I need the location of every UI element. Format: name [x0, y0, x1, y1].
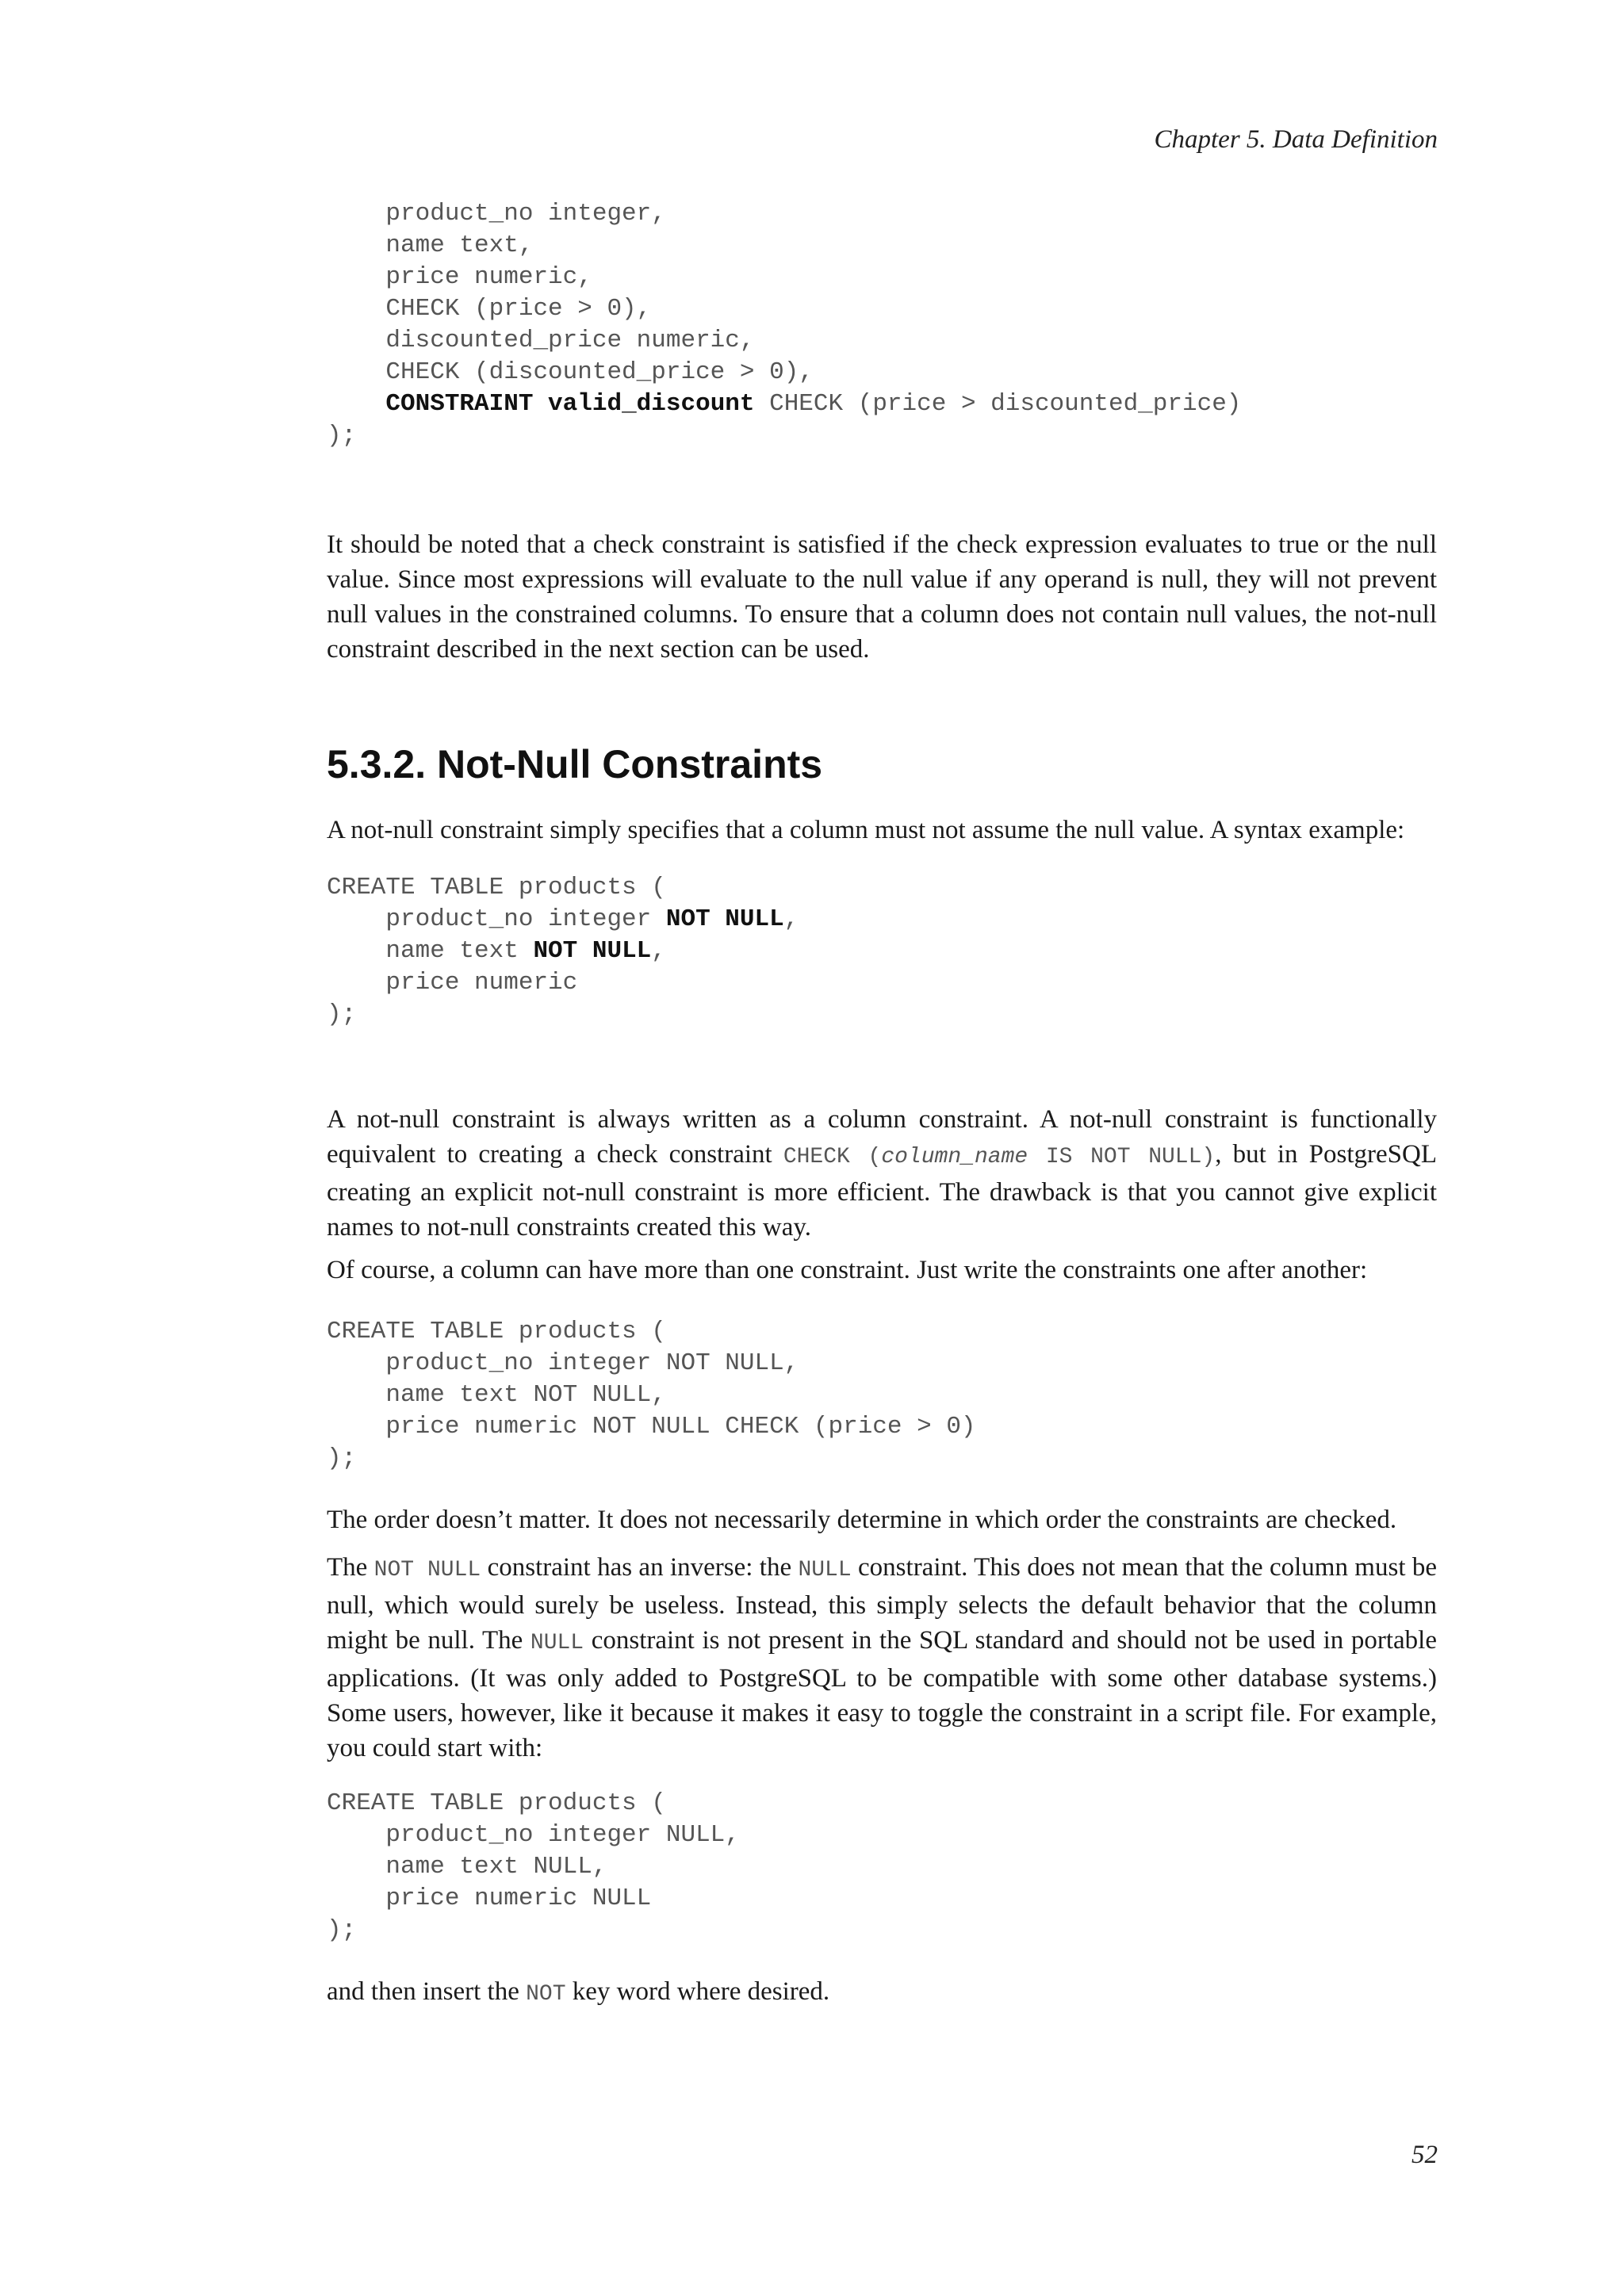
text-run: , but in PostgreSQL creating an explicit not-null constraint is more efficient. The drawback is that you cannot give explicit names to not-null constraints created this way. — [327, 1140, 1438, 1242]
code-line: name text, — [327, 232, 534, 259]
code-line: product_no integer NOT NULL, — [327, 1349, 799, 1377]
paragraph-insert-not — [327, 1974, 1437, 2012]
code-line: product_no integer, — [327, 200, 666, 228]
text-run: The — [327, 1553, 374, 1582]
code-block-multiple-constraints — [327, 1316, 976, 1475]
code-line: ); — [327, 1001, 357, 1028]
paragraph-null-inverse — [327, 1550, 1437, 1766]
code-line: name text NOT NULL, — [327, 1381, 666, 1409]
code-block-not-null — [327, 872, 799, 1031]
code-line: discounted_price numeric, — [327, 327, 755, 354]
code-line: ); — [327, 1445, 357, 1472]
code-line: ); — [327, 422, 357, 450]
code-line-indent — [327, 390, 385, 418]
code-line-rest: , — [783, 905, 799, 933]
code-line: CHECK (discounted_price > 0), — [327, 358, 814, 386]
code-line: price numeric NULL — [327, 1885, 652, 1912]
code-line-rest: , — [651, 937, 666, 965]
inline-code: NOT NULL — [373, 1558, 481, 1582]
text-run: constraint has an inverse: the — [481, 1553, 799, 1582]
code-line: product_no integer NULL, — [327, 1821, 740, 1849]
text-run: constraint. This does not mean that the column must be null, which would surely be useless. Instead, this simply selects the default behavior that the column might be null. The — [327, 1553, 1438, 1655]
code-line: price numeric, — [327, 263, 592, 291]
text-run: A not-null constraint is always written as a column constraint. A not-null constraint is functionally equivalent to creating a check constraint — [327, 1105, 1437, 1169]
inline-code: NULL — [798, 1558, 852, 1582]
text-run: and then insert the — [327, 1977, 527, 2006]
inline-code: CHECK ( — [783, 1145, 882, 1169]
code-line: product_no integer — [327, 905, 666, 933]
inline-code: NULL — [530, 1631, 584, 1655]
code-emphasis: CONSTRAINT valid_discount — [385, 390, 755, 418]
code-line: name text — [327, 937, 534, 965]
paragraph-check-null-note: It should be noted that a check constraint is satisfied if the check expression evaluates to true or the null value. Since most expressions will evaluate to the null value if any operand is null, they will not prevent null values in the constrained columns. To ensure that a column does not contain null values, the not-null constraint described in the next section can be used. — [327, 530, 1437, 664]
inline-code: IS NOT NULL) — [1028, 1145, 1216, 1169]
code-block-null-example — [327, 1788, 740, 1946]
code-block-check-constraints — [327, 198, 1241, 452]
inline-code: NOT — [526, 1982, 566, 2007]
paragraph-not-null-intro: A not-null constraint simply specifies that a column must not assume the null value. A syntax example: — [327, 816, 1405, 844]
code-line: price numeric NOT NULL CHECK (price > 0) — [327, 1413, 976, 1441]
text-run: constraint is not present in the SQL standard and should not be used in portable applications. (It was only added to PostgreSQL to be compatible with some other database systems.) Some users, however, like it because it makes it easy to toggle the constraint in a script file. For example, you could start with: — [327, 1626, 1437, 1762]
code-line: CREATE TABLE products ( — [327, 1789, 666, 1817]
code-line: CHECK (price > 0), — [327, 295, 652, 323]
page-number: 52 — [1411, 2141, 1438, 2169]
paragraph-column-constraint — [327, 1102, 1437, 1245]
code-emphasis: NOT NULL — [533, 937, 652, 965]
section-heading: 5.3.2. Not-Null Constraints — [327, 742, 823, 786]
code-line: price numeric — [327, 969, 578, 997]
code-line: CREATE TABLE products ( — [327, 1318, 666, 1345]
paragraph-multiple-constraints: Of course, a column can have more than one constraint. Just write the constraints one after another: — [327, 1256, 1368, 1284]
code-line: ); — [327, 1916, 357, 1944]
inline-code-replaceable: column_name — [881, 1145, 1028, 1169]
code-line: name text NULL, — [327, 1853, 607, 1881]
code-line-rest: CHECK (price > discounted_price) — [754, 390, 1242, 418]
code-line: CREATE TABLE products ( — [327, 874, 666, 901]
text-run: key word where desired. — [565, 1977, 830, 2006]
paragraph-order-note: The order doesn’t matter. It does not necessarily determine in which order the constraints are checked. — [327, 1506, 1397, 1534]
running-header: Chapter 5. Data Definition — [1154, 125, 1438, 154]
code-emphasis: NOT NULL — [665, 905, 784, 933]
